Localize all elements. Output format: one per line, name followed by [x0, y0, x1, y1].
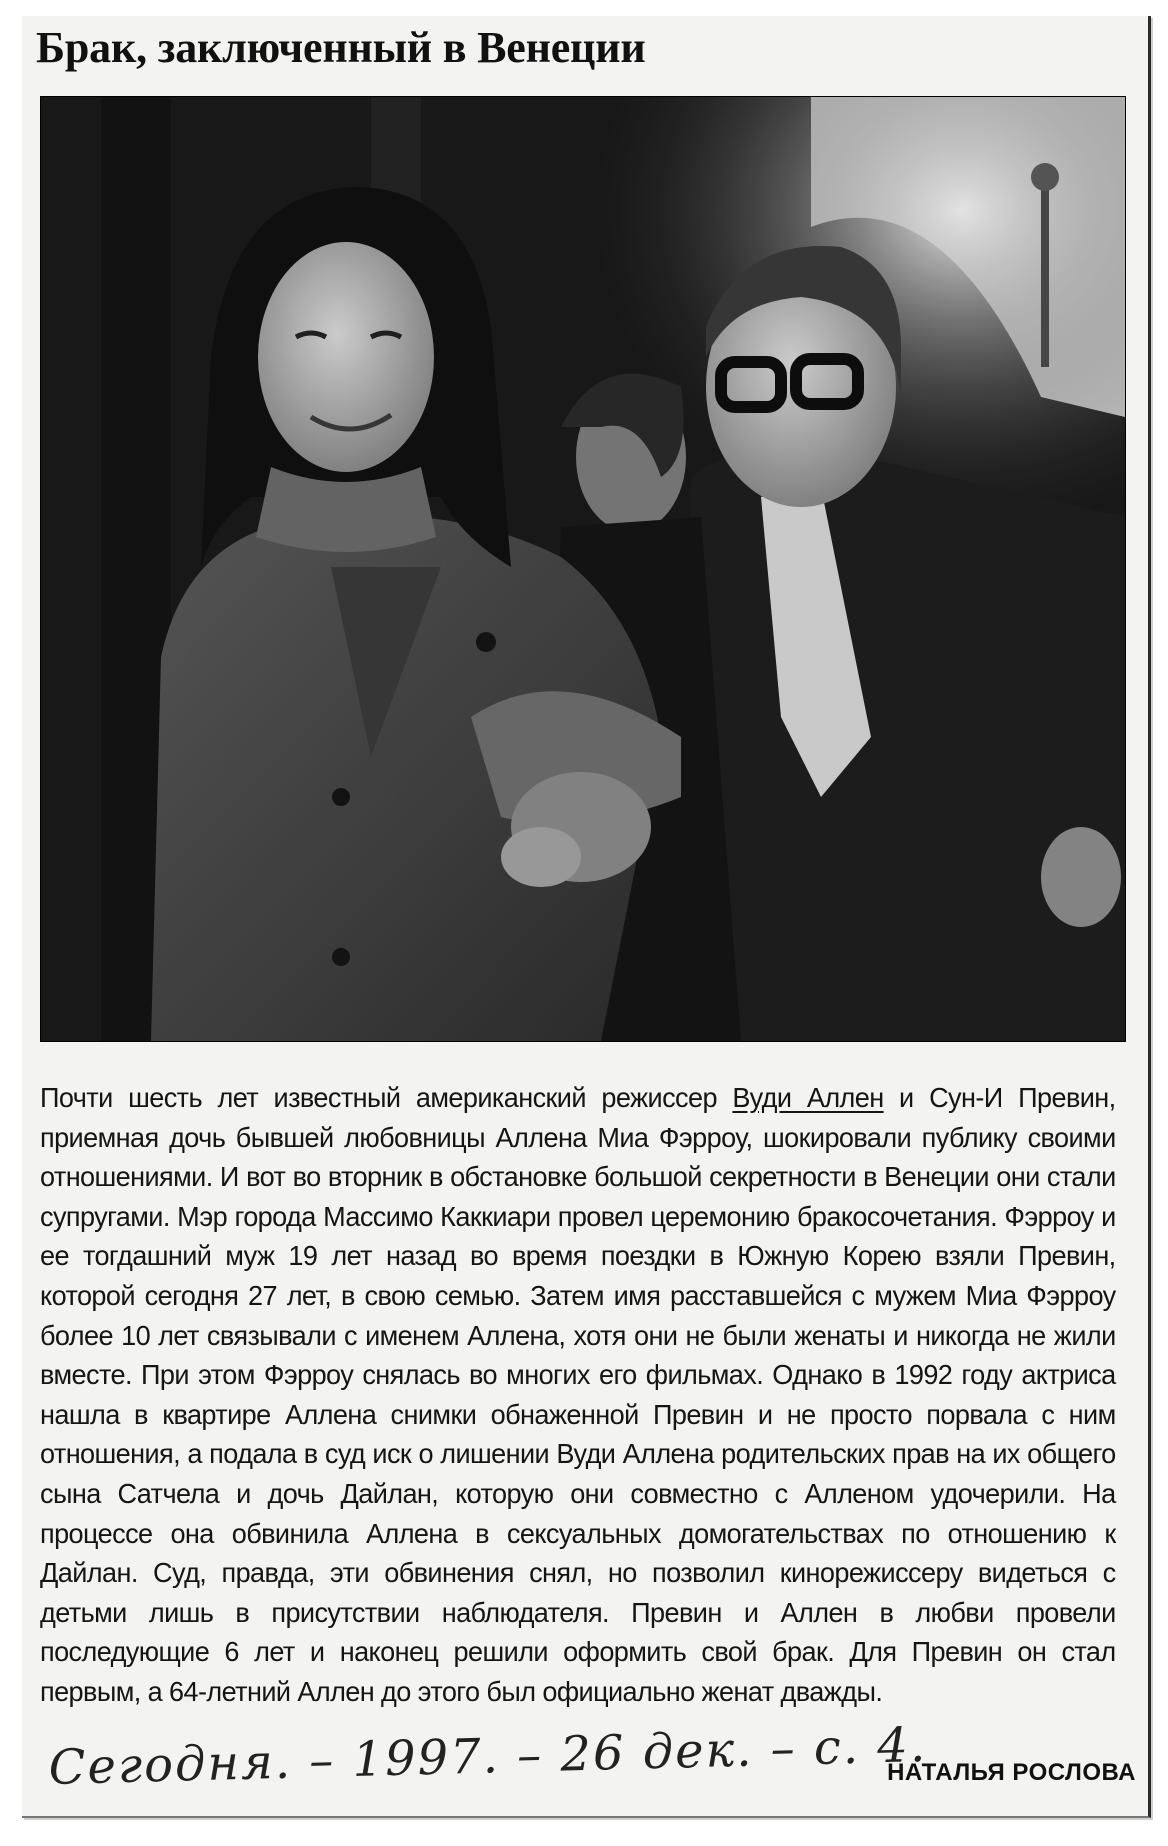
- article-headline: Брак, заключенный в Венеции: [36, 23, 646, 72]
- body-text-before: Почти шесть лет известный американский режиссер: [40, 1082, 733, 1113]
- photo-illustration: [41, 97, 1125, 1041]
- article-body: [40, 1078, 1116, 1712]
- article-photo: [40, 96, 1126, 1042]
- underlined-name: Вуди Аллен: [732, 1082, 884, 1113]
- handwritten-source-note: Сегодня. – 1997. – 26 дек. – с. 4.: [48, 1717, 928, 1796]
- body-text-after: и Сун-И Превин, приемная дочь бывшей любовницы Аллена Миа Фэрроу, шокировали публику своими отношениями. И вот во вторник в обстановке большой секретности в Венеции они стали супругами. Мэр города Массимо Каккиари провел церемонию бракосочетания. Фэрроу и ее тогдашний муж 19 лет назад во время поездки в Южную Корею взяли Превин, которой сегодня 27 лет, в свою семью. Затем имя расставшейся с мужем Миа Фэрроу более 10 лет связывали с именем Аллена, хотя они не были женаты и никогда не жили вместе. При этом Фэрроу снялась во многих его фильмах. Однако в 1992 году актриса нашла в квартире Аллена снимки обнаженной Превин и не просто порвала с ним отношения, а подала в суд иск о лишении Вуди Аллена родительских прав на их общего сына Сатчела и дочь Дайлан, которую они совместно с Алленом удочерили. На процессе она обвинила Аллена в сексуальных домогательствах по отношению к Дайлан. Суд, правда, эти обвинения снял, но позволил кинорежиссеру видеться с детьми лишь в присутствии наблюдателя. Превин и Аллен в любви провели последующие 6 лет и наконец решили оформить свой брак. Для Превин он стал первым, а 64-летний Аллен до этого был официально женат дважды.: [40, 1082, 1116, 1707]
- author-byline: НАТАЛЬЯ РОСЛОВА: [887, 1759, 1136, 1786]
